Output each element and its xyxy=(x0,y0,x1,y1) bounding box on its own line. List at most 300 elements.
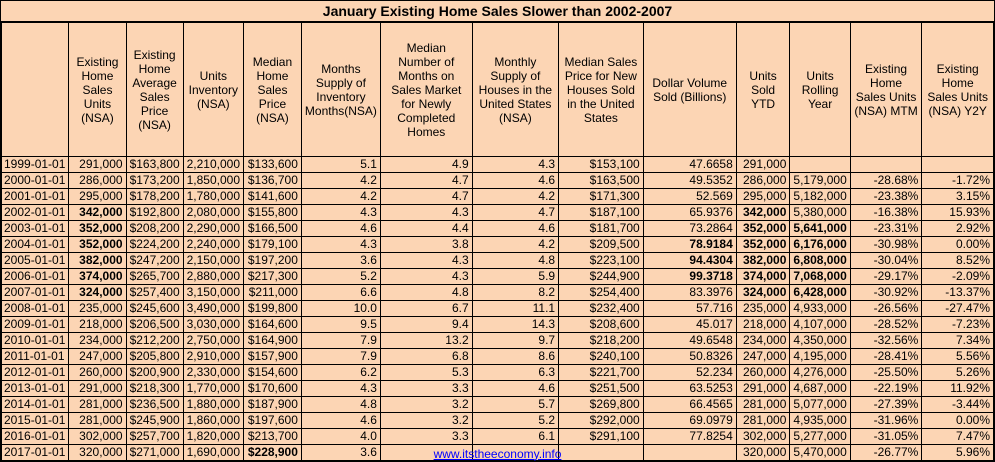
cell-monthly-supply: 5.7 xyxy=(472,397,558,413)
cell-months-supply: 4.3 xyxy=(301,237,380,253)
cell-rolling: 5,182,000 xyxy=(790,189,850,205)
cell-ytd: 324,000 xyxy=(736,285,790,301)
cell-median-months: 4.7 xyxy=(380,189,472,205)
cell-median-months: 4.3 xyxy=(380,269,472,285)
cell-mtm: -28.52% xyxy=(850,317,922,333)
cell-units: 320,000 xyxy=(69,445,126,461)
cell-months-supply: 7.9 xyxy=(301,349,380,365)
cell-median: $133,600 xyxy=(244,157,302,173)
cell-median: $141,600 xyxy=(244,189,302,205)
cell-ytd: 281,000 xyxy=(736,413,790,429)
table-row xyxy=(2,317,994,333)
cell-y2y: 5.96% xyxy=(922,445,994,461)
cell-mtm: -28.68% xyxy=(850,173,922,189)
cell-avg-price: $245,600 xyxy=(126,301,183,317)
cell-months-supply: 4.0 xyxy=(301,429,380,445)
cell-mtm: -27.39% xyxy=(850,397,922,413)
cell-rolling: 4,933,000 xyxy=(790,301,850,317)
cell-median: $154,600 xyxy=(244,365,302,381)
cell-median: $179,100 xyxy=(244,237,302,253)
cell-monthly-supply: 8.2 xyxy=(472,285,558,301)
cell-dollar-volume: 73.2864 xyxy=(643,221,736,237)
cell-new-median: $153,100 xyxy=(559,157,644,173)
cell-units: 352,000 xyxy=(69,237,126,253)
cell-date: 2013-01-01 xyxy=(2,381,69,397)
table-row xyxy=(2,285,994,301)
cell-monthly-supply: 8.6 xyxy=(472,349,558,365)
cell-months-supply: 4.3 xyxy=(301,205,380,221)
header-cell-mtm: Existing Home Sales Units (NSA) MTM xyxy=(850,23,922,157)
cell-median: $213,700 xyxy=(244,429,302,445)
cell-ytd: 218,000 xyxy=(736,317,790,333)
cell-y2y: 0.00% xyxy=(922,413,994,429)
cell-monthly-supply: 9.7 xyxy=(472,333,558,349)
cell-ytd: 302,000 xyxy=(736,429,790,445)
cell-date: 2001-01-01 xyxy=(2,189,69,205)
header-cell-y2y: Existing Home Sales Units (NSA) Y2Y xyxy=(922,23,994,157)
table-row xyxy=(2,205,994,221)
cell-new-median: $251,500 xyxy=(559,381,644,397)
table-row xyxy=(2,429,994,445)
cell-median-months: 3.2 xyxy=(380,397,472,413)
cell-new-median: $240,100 xyxy=(559,349,644,365)
cell-mtm: -16.38% xyxy=(850,205,922,221)
cell-avg-price: $192,800 xyxy=(126,205,183,221)
cell-avg-price: $163,800 xyxy=(126,157,183,173)
cell-date: 1999-01-01 xyxy=(2,157,69,173)
cell-months-supply: 5.2 xyxy=(301,269,380,285)
cell-median-months: 3.8 xyxy=(380,237,472,253)
cell-inventory: 1,820,000 xyxy=(183,429,243,445)
cell-new-median: $291,100 xyxy=(559,429,644,445)
cell-monthly-supply: 4.6 xyxy=(472,221,558,237)
cell-median-months: 13.2 xyxy=(380,333,472,349)
cell-rolling: 5,179,000 xyxy=(790,173,850,189)
cell-units: 374,000 xyxy=(69,269,126,285)
cell-mtm: -22.19% xyxy=(850,381,922,397)
cell-ytd: 247,000 xyxy=(736,349,790,365)
header-cell-months-supply: Months Supply of Inventory Months(NSA) xyxy=(301,23,380,157)
cell-months-supply: 6.2 xyxy=(301,365,380,381)
cell-units: 291,000 xyxy=(69,157,126,173)
cell-avg-price: $224,200 xyxy=(126,237,183,253)
cell-mtm: -29.17% xyxy=(850,269,922,285)
cell-monthly-supply: 4.2 xyxy=(472,189,558,205)
cell-inventory: 2,210,000 xyxy=(183,157,243,173)
cell-mtm: -26.77% xyxy=(850,445,922,461)
cell-median-months: 6.7 xyxy=(380,301,472,317)
header-row xyxy=(2,23,994,157)
cell-median: $217,300 xyxy=(244,269,302,285)
cell-median: $197,600 xyxy=(244,413,302,429)
cell-date: 2014-01-01 xyxy=(2,397,69,413)
cell-date: 2004-01-01 xyxy=(2,237,69,253)
header-cell-dollar-volume: Dollar Volume Sold (Billions) xyxy=(643,23,736,157)
cell-units: 260,000 xyxy=(69,365,126,381)
cell-y2y: -13.37% xyxy=(922,285,994,301)
cell-median: $136,700 xyxy=(244,173,302,189)
cell-avg-price: $173,200 xyxy=(126,173,183,189)
cell-ytd: 286,000 xyxy=(736,173,790,189)
table-row xyxy=(2,221,994,237)
cell-date: 2007-01-01 xyxy=(2,285,69,301)
cell-date: 2000-01-01 xyxy=(2,173,69,189)
cell-inventory: 2,750,000 xyxy=(183,333,243,349)
cell-inventory: 2,080,000 xyxy=(183,205,243,221)
cell-units: 352,000 xyxy=(69,221,126,237)
cell-monthly-supply: 4.8 xyxy=(472,253,558,269)
cell-ytd: 352,000 xyxy=(736,221,790,237)
cell-months-supply: 3.6 xyxy=(301,445,380,461)
cell-median: $164,600 xyxy=(244,317,302,333)
cell-rolling: 5,277,000 xyxy=(790,429,850,445)
cell-new-median: $254,400 xyxy=(559,285,644,301)
cell-months-supply: 4.6 xyxy=(301,221,380,237)
cell-new-median: $209,500 xyxy=(559,237,644,253)
cell-new-median: $208,600 xyxy=(559,317,644,333)
cell-monthly-supply: 4.3 xyxy=(472,157,558,173)
cell-new-median: $187,100 xyxy=(559,205,644,221)
cell-rolling: 5,470,000 xyxy=(790,445,850,461)
cell-monthly-supply: 6.3 xyxy=(472,365,558,381)
cell-dollar-volume: 94.4304 xyxy=(643,253,736,269)
cell-y2y: 7.47% xyxy=(922,429,994,445)
cell-new-median: $221,700 xyxy=(559,365,644,381)
cell-units: 218,000 xyxy=(69,317,126,333)
cell-dollar-volume: 65.9376 xyxy=(643,205,736,221)
cell-date: 2017-01-01 xyxy=(2,445,69,461)
cell-monthly-supply: 6.1 xyxy=(472,429,558,445)
cell-median: $157,900 xyxy=(244,349,302,365)
cell-median: $211,000 xyxy=(244,285,302,301)
cell-inventory: 3,030,000 xyxy=(183,317,243,333)
cell-avg-price: $271,000 xyxy=(126,445,183,461)
cell-units: 235,000 xyxy=(69,301,126,317)
header-cell-date xyxy=(2,23,69,157)
cell-inventory: 2,880,000 xyxy=(183,269,243,285)
cell-y2y: -2.09% xyxy=(922,269,994,285)
cell-ytd: 342,000 xyxy=(736,205,790,221)
cell-y2y: 5.56% xyxy=(922,349,994,365)
cell-rolling: 4,107,000 xyxy=(790,317,850,333)
cell-y2y xyxy=(922,157,994,173)
cell-inventory: 1,690,000 xyxy=(183,445,243,461)
cell-units: 295,000 xyxy=(69,189,126,205)
cell-dollar-volume: 52.569 xyxy=(643,189,736,205)
cell-ytd: 352,000 xyxy=(736,237,790,253)
cell-months-supply: 4.6 xyxy=(301,413,380,429)
cell-avg-price: $200,900 xyxy=(126,365,183,381)
cell-new-median: $171,300 xyxy=(559,189,644,205)
cell-median-months: 4.9 xyxy=(380,157,472,173)
cell-units: 234,000 xyxy=(69,333,126,349)
cell-median-months: 5.3 xyxy=(380,365,472,381)
cell-avg-price: $257,400 xyxy=(126,285,183,301)
cell-inventory: 1,880,000 xyxy=(183,397,243,413)
cell-months-supply: 4.2 xyxy=(301,173,380,189)
cell-months-supply: 4.2 xyxy=(301,189,380,205)
header-cell-rolling: Units Rolling Year xyxy=(790,23,850,157)
cell-new-median: $223,100 xyxy=(559,253,644,269)
cell-date: 2011-01-01 xyxy=(2,349,69,365)
cell-y2y: 11.92% xyxy=(922,381,994,397)
cell-rolling: 6,808,000 xyxy=(790,253,850,269)
cell-monthly-supply: 5.9 xyxy=(472,269,558,285)
cell-date: 2002-01-01 xyxy=(2,205,69,221)
header-cell-units: Existing Home Sales Units (NSA) xyxy=(69,23,126,157)
table-row xyxy=(2,397,994,413)
cell-dollar-volume: 57.716 xyxy=(643,301,736,317)
cell-new-median: $218,200 xyxy=(559,333,644,349)
cell-monthly-supply: 14.3 xyxy=(472,317,558,333)
table-row xyxy=(2,157,994,173)
cell-avg-price: $212,200 xyxy=(126,333,183,349)
cell-ytd: 295,000 xyxy=(736,189,790,205)
cell-rolling: 4,687,000 xyxy=(790,381,850,397)
cell-months-supply: 4.8 xyxy=(301,397,380,413)
cell-inventory: 2,330,000 xyxy=(183,365,243,381)
cell-units: 247,000 xyxy=(69,349,126,365)
cell-dollar-volume: 69.0979 xyxy=(643,413,736,429)
cell-y2y: 15.93% xyxy=(922,205,994,221)
cell-monthly-supply: 5.2 xyxy=(472,413,558,429)
cell-rolling: 5,641,000 xyxy=(790,221,850,237)
table-row xyxy=(2,237,994,253)
cell-inventory: 2,150,000 xyxy=(183,253,243,269)
cell-rolling: 4,350,000 xyxy=(790,333,850,349)
cell-units: 324,000 xyxy=(69,285,126,301)
cell-median: $187,900 xyxy=(244,397,302,413)
source-link[interactable]: www.itstheeconomy.info xyxy=(433,446,562,461)
table-row xyxy=(2,173,994,189)
header-cell-avg-price: Existing Home Average Sales Price (NSA) xyxy=(126,23,183,157)
cell-median: $155,800 xyxy=(244,205,302,221)
cell-y2y: 5.26% xyxy=(922,365,994,381)
cell-mtm: -30.92% xyxy=(850,285,922,301)
cell-y2y: 0.00% xyxy=(922,237,994,253)
cell-date: 2016-01-01 xyxy=(2,429,69,445)
cell-months-supply: 4.3 xyxy=(301,381,380,397)
cell-median-months: 4.7 xyxy=(380,173,472,189)
cell-mtm: -23.38% xyxy=(850,189,922,205)
cell-median-months: 4.8 xyxy=(380,285,472,301)
cell-ytd: 291,000 xyxy=(736,381,790,397)
table-title: January Existing Home Sales Slower than 2002-2007 xyxy=(1,1,994,22)
cell-units: 382,000 xyxy=(69,253,126,269)
cell-mtm: -31.96% xyxy=(850,413,922,429)
cell-date: 2012-01-01 xyxy=(2,365,69,381)
cell-mtm: -30.98% xyxy=(850,237,922,253)
table-row xyxy=(2,413,994,429)
table-body xyxy=(2,157,994,461)
cell-monthly-supply: 4.6 xyxy=(472,381,558,397)
cell-avg-price: $265,700 xyxy=(126,269,183,285)
cell-months-supply: 5.1 xyxy=(301,157,380,173)
cell-median: $197,200 xyxy=(244,253,302,269)
cell-median-months: 6.8 xyxy=(380,349,472,365)
cell-mtm: -26.56% xyxy=(850,301,922,317)
cell-new-median: $292,000 xyxy=(559,413,644,429)
cell-dollar-volume: 49.6548 xyxy=(643,333,736,349)
header-cell-new-median: Median Sales Price for New Houses Sold in the United States xyxy=(559,23,644,157)
cell-dollar-volume: 66.4565 xyxy=(643,397,736,413)
cell-avg-price: $247,200 xyxy=(126,253,183,269)
cell-median: $170,600 xyxy=(244,381,302,397)
cell-rolling: 4,276,000 xyxy=(790,365,850,381)
table-row xyxy=(2,381,994,397)
cell-mtm: -25.50% xyxy=(850,365,922,381)
cell-mtm xyxy=(850,157,922,173)
cell-inventory: 3,150,000 xyxy=(183,285,243,301)
cell-new-median: $244,900 xyxy=(559,269,644,285)
cell-dollar-volume: 78.9184 xyxy=(643,237,736,253)
cell-ytd: 291,000 xyxy=(736,157,790,173)
cell-inventory: 1,850,000 xyxy=(183,173,243,189)
table-row xyxy=(2,365,994,381)
cell-median: $228,900 xyxy=(244,445,302,461)
cell-dollar-volume: 45.017 xyxy=(643,317,736,333)
cell-monthly-supply: 11.1 xyxy=(472,301,558,317)
cell-y2y: 2.92% xyxy=(922,221,994,237)
cell-avg-price: $245,900 xyxy=(126,413,183,429)
cell-ytd: 281,000 xyxy=(736,397,790,413)
cell-dollar-volume: 47.6658 xyxy=(643,157,736,173)
cell-y2y: 3.15% xyxy=(922,189,994,205)
cell-median: $199,800 xyxy=(244,301,302,317)
cell-dollar-volume: 49.5352 xyxy=(643,173,736,189)
cell-rolling: 6,176,000 xyxy=(790,237,850,253)
header-cell-monthly-supply: Monthly Supply of Houses in the United States (NSA) xyxy=(472,23,558,157)
table-row xyxy=(2,269,994,285)
cell-y2y: -3.44% xyxy=(922,397,994,413)
cell-ytd: 235,000 xyxy=(736,301,790,317)
cell-median: $164,900 xyxy=(244,333,302,349)
cell-median-months: 3.3 xyxy=(380,429,472,445)
cell-new-median: $181,700 xyxy=(559,221,644,237)
cell-ytd: 382,000 xyxy=(736,253,790,269)
cell-dollar-volume: 83.3976 xyxy=(643,285,736,301)
cell-ytd: 320,000 xyxy=(736,445,790,461)
cell-median: $166,500 xyxy=(244,221,302,237)
cell-months-supply: 3.6 xyxy=(301,253,380,269)
cell-avg-price: $236,500 xyxy=(126,397,183,413)
table-row xyxy=(2,189,994,205)
table-row xyxy=(2,301,994,317)
table-row xyxy=(2,349,994,365)
cell-months-supply: 10.0 xyxy=(301,301,380,317)
cell-rolling xyxy=(790,157,850,173)
cell-units: 342,000 xyxy=(69,205,126,221)
cell-avg-price: $257,700 xyxy=(126,429,183,445)
cell-months-supply: 7.9 xyxy=(301,333,380,349)
cell-date: 2005-01-01 xyxy=(2,253,69,269)
cell-date: 2015-01-01 xyxy=(2,413,69,429)
cell-dollar-volume: 50.8326 xyxy=(643,349,736,365)
cell-date: 2006-01-01 xyxy=(2,269,69,285)
cell-date: 2008-01-01 xyxy=(2,301,69,317)
cell-units: 286,000 xyxy=(69,173,126,189)
cell-units: 291,000 xyxy=(69,381,126,397)
cell-units: 281,000 xyxy=(69,413,126,429)
cell-months-supply: 9.5 xyxy=(301,317,380,333)
cell-y2y: 7.34% xyxy=(922,333,994,349)
cell-avg-price: $218,300 xyxy=(126,381,183,397)
cell-median-months: 9.4 xyxy=(380,317,472,333)
cell-avg-price: $178,200 xyxy=(126,189,183,205)
cell-rolling: 5,077,000 xyxy=(790,397,850,413)
cell-median-months: 3.2 xyxy=(380,413,472,429)
cell-inventory: 1,780,000 xyxy=(183,189,243,205)
header-cell-median-months: Median Number of Months on Sales Market for Newly Completed Homes xyxy=(380,23,472,157)
cell-rolling: 5,380,000 xyxy=(790,205,850,221)
cell-dollar-volume: 99.3718 xyxy=(643,269,736,285)
cell-inventory: 1,770,000 xyxy=(183,381,243,397)
cell-dollar-volume: 77.8254 xyxy=(643,429,736,445)
cell-units: 302,000 xyxy=(69,429,126,445)
cell-y2y: -1.72% xyxy=(922,173,994,189)
cell-monthly-supply: 4.6 xyxy=(472,173,558,189)
cell-median-months: 4.3 xyxy=(380,253,472,269)
cell-mtm: -28.41% xyxy=(850,349,922,365)
cell-date: 2003-01-01 xyxy=(2,221,69,237)
cell-rolling: 7,068,000 xyxy=(790,269,850,285)
cell-inventory: 2,910,000 xyxy=(183,349,243,365)
cell-new-median: $269,800 xyxy=(559,397,644,413)
cell-avg-price: $206,500 xyxy=(126,317,183,333)
cell-inventory: 2,240,000 xyxy=(183,237,243,253)
cell-median-months: 4.4 xyxy=(380,221,472,237)
cell-dollar-volume: 52.234 xyxy=(643,365,736,381)
cell-inventory: 2,290,000 xyxy=(183,221,243,237)
cell-months-supply: 6.6 xyxy=(301,285,380,301)
cell-units: 281,000 xyxy=(69,397,126,413)
cell-ytd: 260,000 xyxy=(736,365,790,381)
cell-mtm: -32.56% xyxy=(850,333,922,349)
cell-y2y: -27.47% xyxy=(922,301,994,317)
cell-median-months: 4.3 xyxy=(380,205,472,221)
footer xyxy=(1,446,994,461)
cell-rolling: 4,935,000 xyxy=(790,413,850,429)
cell-inventory: 3,490,000 xyxy=(183,301,243,317)
cell-mtm: -31.05% xyxy=(850,429,922,445)
home-sales-table xyxy=(1,22,994,461)
cell-new-median: $232,400 xyxy=(559,301,644,317)
table-row xyxy=(2,253,994,269)
cell-mtm: -23.31% xyxy=(850,221,922,237)
cell-rolling: 4,195,000 xyxy=(790,349,850,365)
cell-ytd: 234,000 xyxy=(736,333,790,349)
header-cell-ytd: Units Sold YTD xyxy=(736,23,790,157)
cell-new-median: $163,500 xyxy=(559,173,644,189)
cell-avg-price: $205,800 xyxy=(126,349,183,365)
cell-median-months: 3.3 xyxy=(380,381,472,397)
cell-monthly-supply: 4.7 xyxy=(472,205,558,221)
cell-avg-price: $208,200 xyxy=(126,221,183,237)
header-cell-median: Median Home Sales Price (NSA) xyxy=(244,23,302,157)
header-cell-inventory: Units Inventory (NSA) xyxy=(183,23,243,157)
cell-dollar-volume: 63.5253 xyxy=(643,381,736,397)
cell-y2y: 8.52% xyxy=(922,253,994,269)
cell-rolling: 6,428,000 xyxy=(790,285,850,301)
cell-date: 2009-01-01 xyxy=(2,317,69,333)
cell-ytd: 374,000 xyxy=(736,269,790,285)
cell-inventory: 1,860,000 xyxy=(183,413,243,429)
cell-y2y: -7.23% xyxy=(922,317,994,333)
cell-date: 2010-01-01 xyxy=(2,333,69,349)
cell-monthly-supply: 4.2 xyxy=(472,237,558,253)
table-row xyxy=(2,333,994,349)
cell-mtm: -30.04% xyxy=(850,253,922,269)
